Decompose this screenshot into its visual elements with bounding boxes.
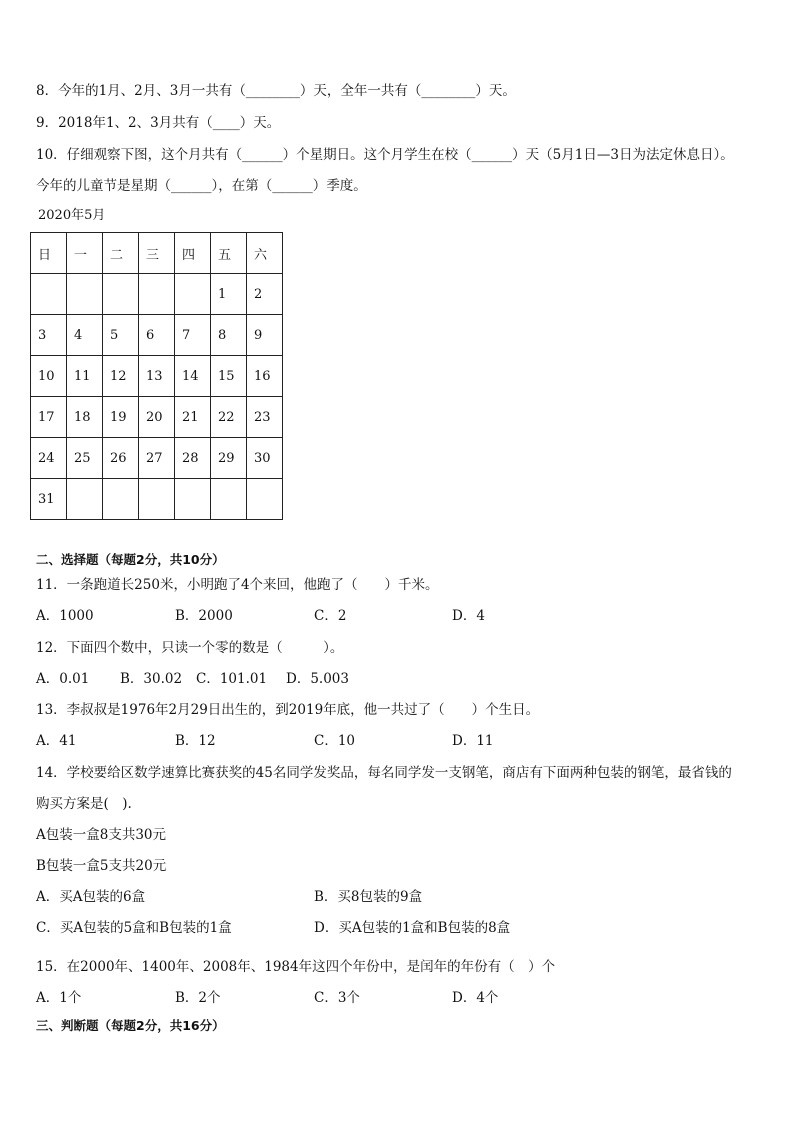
option-c: C．买A包装的5盒和B包装的1盒 [36, 920, 232, 936]
option-c: C．3个 [314, 990, 360, 1006]
option-d: D．4 [452, 608, 485, 624]
calendar-day-cell [247, 479, 283, 520]
option-b: B．2个 [175, 990, 221, 1006]
calendar-day-cell [31, 274, 67, 315]
question-15: 15．在2000年、1400年、2008年、1984年这四个年份中，是闰年的年份有（ ）个 [36, 959, 556, 975]
calendar-week-row [31, 356, 283, 397]
calendar-header-cell: 日 [31, 233, 67, 274]
calendar-day-cell: 13 [139, 356, 175, 397]
calendar-header-cell: 二 [103, 233, 139, 274]
calendar-day-cell [175, 274, 211, 315]
calendar-header-cell: 一 [67, 233, 103, 274]
calendar-table [30, 232, 283, 520]
calendar-day-cell: 14 [175, 356, 211, 397]
calendar-header-row [31, 233, 283, 274]
calendar-day-cell: 30 [247, 438, 283, 479]
calendar-day-cell [139, 479, 175, 520]
option-a: A．买A包装的6盒 [36, 889, 146, 905]
question-14-line2: 购买方案是( ). [36, 796, 132, 812]
calendar-day-cell [211, 479, 247, 520]
calendar-day-cell: 1 [211, 274, 247, 315]
question-14-package-b: B包装一盒5支共20元 [36, 858, 167, 874]
calendar-day-cell: 28 [175, 438, 211, 479]
calendar-day-cell [175, 479, 211, 520]
calendar-header-cell: 六 [247, 233, 283, 274]
option-b: B．30.02 [120, 671, 183, 687]
calendar-header-cell: 五 [211, 233, 247, 274]
calendar-header-cell: 三 [139, 233, 175, 274]
calendar-day-cell: 20 [139, 397, 175, 438]
calendar-day-cell: 21 [175, 397, 211, 438]
calendar-week-row [31, 397, 283, 438]
calendar-day-cell: 8 [211, 315, 247, 356]
calendar-day-cell: 7 [175, 315, 211, 356]
calendar-week-row [31, 315, 283, 356]
option-c: C．2 [314, 608, 347, 624]
question-10-line2: 今年的儿童节是星期（______），在第（______）季度。 [36, 178, 367, 194]
calendar-day-cell: 15 [211, 356, 247, 397]
calendar-day-cell: 4 [67, 315, 103, 356]
calendar-day-cell [103, 479, 139, 520]
calendar-day-cell [67, 274, 103, 315]
option-d: D．5.003 [286, 671, 349, 687]
option-a: A．1个 [36, 990, 82, 1006]
option-d: D．11 [452, 733, 494, 749]
calendar-day-cell: 19 [103, 397, 139, 438]
option-c: C．10 [314, 733, 356, 749]
option-c: C．101.01 [196, 671, 268, 687]
calendar-header-cell: 四 [175, 233, 211, 274]
calendar-title: 2020年5月 [38, 208, 106, 223]
calendar-day-cell: 2 [247, 274, 283, 315]
question-9: 9．2018年1、2、3月共有（____）天。 [36, 115, 281, 131]
calendar-day-cell: 25 [67, 438, 103, 479]
calendar-day-cell [67, 479, 103, 520]
question-8: 8．今年的1月、2月、3月一共有（________）天，全年一共有（________）天。 [36, 83, 516, 99]
calendar-day-cell: 31 [31, 479, 67, 520]
calendar-day-cell: 18 [67, 397, 103, 438]
calendar-week-row [31, 438, 283, 479]
calendar-day-cell: 11 [67, 356, 103, 397]
section-heading-choice: 二、选择题（每题2分，共10分） [36, 552, 225, 567]
question-14-package-a: A包装一盒8支共30元 [36, 827, 167, 843]
question-13: 13．李叔叔是1976年2月29日出生的，到2019年底，他一共过了（ ）个生日。 [36, 702, 540, 718]
calendar-day-cell [103, 274, 139, 315]
question-11: 11．一条跑道长250米，小明跑了4个来回，他跑了（ ）千米。 [36, 577, 439, 593]
question-10-line1: 10．仔细观察下图，这个月共有（______）个星期日。这个月学生在校（______）天（5月1日—3日为法定休息日）。 [36, 147, 734, 163]
calendar-day-cell: 9 [247, 315, 283, 356]
option-b: B．12 [175, 733, 216, 749]
calendar-day-cell [139, 274, 175, 315]
option-b: B．2000 [175, 608, 233, 624]
calendar-day-cell: 29 [211, 438, 247, 479]
calendar-day-cell: 27 [139, 438, 175, 479]
option-a: A．0.01 [36, 671, 90, 687]
section-heading-judgment: 三、判断题（每题2分，共16分） [36, 1018, 225, 1033]
calendar-day-cell: 17 [31, 397, 67, 438]
option-a: A．1000 [36, 608, 94, 624]
calendar-day-cell: 12 [103, 356, 139, 397]
question-12: 12．下面四个数中，只读一个零的数是（ ）。 [36, 640, 344, 656]
calendar-day-cell: 23 [247, 397, 283, 438]
calendar-day-cell: 24 [31, 438, 67, 479]
calendar-week-row [31, 274, 283, 315]
option-b: B．买8包装的9盒 [314, 889, 423, 905]
calendar-day-cell: 26 [103, 438, 139, 479]
calendar-day-cell: 10 [31, 356, 67, 397]
option-d: D．买A包装的1盒和B包装的8盒 [314, 920, 511, 936]
option-d: D．4个 [452, 990, 499, 1006]
calendar-day-cell: 22 [211, 397, 247, 438]
question-14-line1: 14．学校要给区数学速算比赛获奖的45名同学发奖品，每名同学发一支钢笔，商店有下面两种包装的钢笔，最省钱的 [36, 765, 732, 781]
calendar-day-cell: 6 [139, 315, 175, 356]
calendar-day-cell: 16 [247, 356, 283, 397]
option-a: A．41 [36, 733, 77, 749]
calendar-day-cell: 5 [103, 315, 139, 356]
calendar-day-cell: 3 [31, 315, 67, 356]
calendar-week-row [31, 479, 283, 520]
